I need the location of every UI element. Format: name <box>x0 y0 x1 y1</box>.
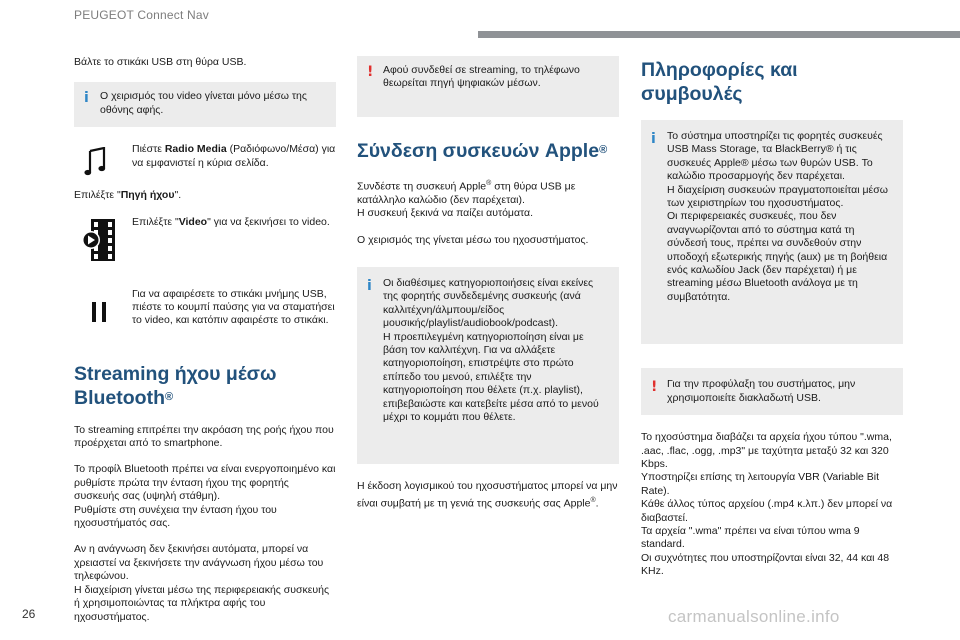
column-middle <box>357 56 619 524</box>
radio-media-text: Πιέστε Radio Media (Ραδιόφωνο/Μέσα) για να εμφανιστεί η κύρια σελίδα. <box>132 143 336 169</box>
video-step <box>74 216 336 274</box>
document-header-title: PEUGEOT Connect Nav <box>74 8 209 22</box>
pause-icon <box>92 302 106 322</box>
warning-note-usb-hub-text: Για την προφύλαξη του συστήματος, μην χρησιμοποιείτε διακλαδωτή USB. <box>667 378 856 404</box>
pause-text: Για να αφαιρέσετε το στικάκι μνήμης USB, πιέστε το κουμπί παύσης για να σταματήσει το video, και κατόπιν αφαιρέστε το στικάκι. <box>132 287 335 327</box>
video-play-icon <box>82 218 122 262</box>
bt-paragraph-2: Το προφίλ Bluetooth πρέπει να είναι ενεργοποιημένο και ρυθμίστε πρώτα την ένταση ήχου της φορητής συσκευής σας (υψηλή στάθμη). Ρυθμίστε στη συνέχεια την ένταση ήχου του ηχοσυστήματός σας. <box>74 463 336 530</box>
radio-media-step <box>74 143 336 175</box>
video-label: Video <box>178 215 208 228</box>
info-tips-heading: Πληροφορίες και συμβουλές <box>641 59 798 105</box>
video-text: Επιλέξτε "Video" για να ξεκινήσει το video. <box>132 215 330 228</box>
warning-note-text: Αφού συνδεθεί σε streaming, το τηλέφωνο θεωρείται πηγή ψηφιακών μέσων. <box>383 64 580 90</box>
apple-control-text: Ο χειρισμός της γίνεται μέσω του ηχοσυστήματος. <box>357 233 589 246</box>
column-right <box>641 56 903 592</box>
info-note-text: Ο χειρισμός του video γίνεται μόνο μέσω της οθόνης αφής. <box>100 90 307 116</box>
warning-note-usb-hub <box>641 368 903 415</box>
watermark: carmanualsonline.info <box>668 607 840 626</box>
info-note-categories-text: Οι διαθέσιμες κατηγοριοποιήσεις είναι εκείνες της φορητής συνδεδεμένης συσκευής (ανά καλλιτέχνη/άλμπουμ/είδος μουσικής/playlist/audiobook/podcast). Η προεπιλεγμένη κατηγοριοποίηση είναι με βάση τον καλλιτέχνη. Για να αλλάξετε κατηγοριοποίηση, επιστρέψτε στο πρώτο επίπεδο του μενού, επιλέξτε την κατηγοριοποίηση που θέλετε (π.χ. playlist), επιβεβαιώστε και κατεβείτε μέσα από το μενού μέχρι το κομμάτι που θέλετε. <box>383 276 599 423</box>
radio-media-label: Radio Media <box>164 143 227 156</box>
bt-paragraph-3: Αν η ανάγνωση δεν ξεκινήσει αυτόματα, μπορεί να χρειαστεί να ξεκινήσετε την ανάγνωση ήχου μέσω του τηλεφώνου. Η διαχείριση γίνεται μέσω της περιφερειακής συσκευής ή χρησιμοποιώντας τα πλήκτρα αφής του ηχοσυστήματος. <box>74 543 330 623</box>
warning-note-streaming <box>357 56 619 117</box>
info-icon: i <box>84 90 89 107</box>
warning-icon: ! <box>367 64 374 80</box>
apple-connection-heading: Σύνδεση συσκευών Apple® <box>357 139 608 162</box>
bluetooth-streaming-heading: Streaming ήχου μέσω Bluetooth® <box>74 362 277 409</box>
info-icon: i <box>651 131 656 147</box>
info-note-devices-text: Το σύστημα υποστηρίζει τις φορητές συσκευές USB Mass Storage, τα BlackBerry® ή τις συσκευές Apple® μέσω των θυρών USB. Το καλώδιο προσαρμογής δεν παρέχεται. Η διαχείριση συσκευών πραγματοποιείται μέσω των χειριστηρίων του ηχοσυστήματος. Οι περιφερειακές συσκευές, που δεν αναγνωρίζονται από το σύστημα κατά τη σύνδεσή τους, πρέπει να συνδεθούν στην υποδοχή εξωτερικής πηγής (aux) με τη βοήθεια ενός καλωδίου Jack (δεν παρέχεται) ή με streaming μέσω Bluetooth ανάλογα με τη συμβατότητα. <box>667 130 888 303</box>
audio-source-label: Πηγή ήχου <box>120 189 175 202</box>
info-note-video <box>74 82 336 127</box>
pause-step <box>74 288 336 344</box>
compatibility-text: Η έκδοση λογισμικού του ηχοσυστήματος μπορεί να μην είναι συμβατή με τη γενιά της συσκευής σας Apple®. <box>357 480 618 510</box>
apple-connect-text: Συνδέστε τη συσκευή Apple® στη θύρα USB με κατάλληλο καλώδιο (δεν παρέχεται). Η συσκευή ξεκινά να παίζει αυτόματα. <box>357 179 576 220</box>
info-icon: i <box>367 277 372 294</box>
header-bar <box>478 31 960 38</box>
info-note-categories <box>357 267 619 464</box>
select-source-text: Επιλέξτε "Πηγή ήχου". <box>74 189 182 202</box>
usb-instruction: Βάλτε το στικάκι USB στη θύρα USB. <box>74 56 247 68</box>
music-note-icon <box>84 147 108 177</box>
info-note-devices <box>641 120 903 344</box>
formats-text: Το ηχοσύστημα διαβάζει τα αρχεία ήχου τύπου ".wma, .aac, .flac, .ogg, .mp3" με ταχύτητα μεταξύ 32 και 320 Kbps. Υποστηρίζει επίσης τη λειτουργία VBR (Variable Bit Rate). Κάθε άλλος τύπος αρχείου (.mp4 κ.λπ.) δεν μπορεί να διαβαστεί. Τα αρχεία ".wma" πρέπει να είναι τύπου wma 9 standard. Οι συχνότητες που υποστηρίζονται είναι 32, 44 και 48 KHz. <box>641 431 893 578</box>
column-left <box>74 56 336 637</box>
warning-icon: ! <box>651 379 658 396</box>
bt-paragraph-1: Το streaming επιτρέπει την ακρόαση της ροής ήχου που προέρχεται από το smartphone. <box>74 423 334 450</box>
page-number: 26 <box>22 607 36 621</box>
